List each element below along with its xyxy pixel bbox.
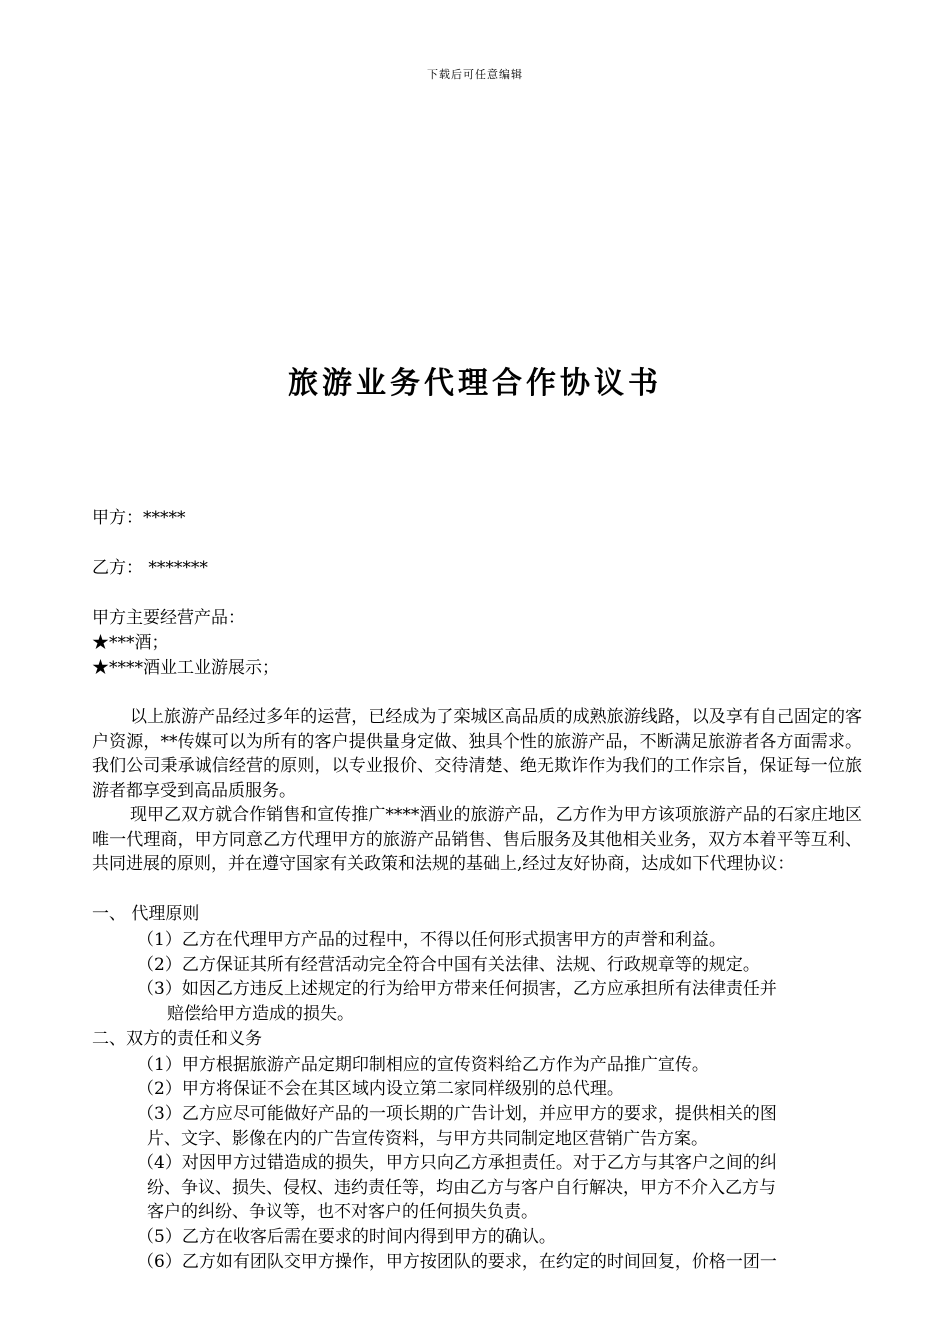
section-2-item-line: （4）对因甲方过错造成的损失，甲方只向乙方承担责任。对于乙方与其客户之间的纠 xyxy=(137,1153,777,1173)
section-1-item xyxy=(137,977,867,1026)
header-note: 下载后可任意编辑 xyxy=(427,68,523,81)
section-1-item-line: （3）如因乙方违反上述规定的行为给甲方带来任何损害，乙方应承担所有法律责任并 xyxy=(137,979,777,999)
party-a: 甲方：***** xyxy=(92,508,186,528)
section-2-heading: 二、双方的责任和义务 xyxy=(92,1029,262,1049)
section-1-item: （2）乙方保证其所有经营活动完全符合中国有关法律、法规、行政规章等的规定。 xyxy=(137,955,760,975)
section-2-item xyxy=(137,1151,867,1225)
intro-paragraph: 以上旅游产品经过多年的运营，已经成为了栾城区高品质的成熟旅游线路，以及享有自己固定的客户资源，**传媒可以为所有的客户提供量身定做、独具个性的旅游产品，不断满足旅游者各方面需求。我们公司秉承诚信经营的原则，以专业报价、交待清楚、绝无欺诈作为我们的工作宗旨，保证每一位旅游者都享受到高品质服务。 xyxy=(92,707,862,801)
product-item-1: ★***酒； xyxy=(92,633,169,653)
section-2-item: （2）甲方将保证不会在其区域内设立第二家同样级别的总代理。 xyxy=(137,1079,624,1099)
section-2-item-line: （3）乙方应尽可能做好产品的一项长期的广告计划，并应甲方的要求，提供相关的图 xyxy=(137,1104,777,1124)
party-b: 乙方： ******* xyxy=(92,558,208,578)
section-2-item-continuation: 片、文字、影像在内的广告宣传资料，与甲方共同制定地区营销广告方案。 xyxy=(147,1128,708,1149)
section-2-item xyxy=(137,1102,867,1151)
document-title: 旅游业务代理合作协议书 xyxy=(288,366,662,401)
product-item-2: ★****酒业工业游展示； xyxy=(92,658,279,678)
agreement-paragraph: 现甲乙双方就合作销售和宣传推广****酒业的旅游产品，乙方作为甲方该项旅游产品的石家庄地区唯一代理商，甲方同意乙方代理甲方的旅游产品销售、售后服务及其他相关业务，双方本着平等互利、共同进展的原则，并在遵守国家有关政策和法规的基础上,经过友好协商，达成如下代理协议： xyxy=(92,805,862,874)
section-2-item-continuation: 客户的纠纷、争议等，也不对客户的任何损失负责。 xyxy=(147,1202,538,1222)
section-2-item: （6）乙方如有团队交甲方操作，甲方按团队的要求，在约定的时间回复，价格一团一 xyxy=(137,1252,777,1272)
section-1-item: （1）乙方在代理甲方产品的过程中，不得以任何形式损害甲方的声誉和利益。 xyxy=(137,930,726,950)
products-heading: 甲方主要经营产品： xyxy=(92,608,245,628)
section-2-item-continuation: 纷、争议、损失、侵权、违约责任等，均由乙方与客户自行解决，甲方不介入乙方与 xyxy=(147,1177,776,1198)
section-1-item-continuation: 赔偿给甲方造成的损失。 xyxy=(167,1003,354,1024)
section-1-heading: 一、 代理原则 xyxy=(92,904,200,924)
section-2-item: （5）乙方在收客后需在要求的时间内得到甲方的确认。 xyxy=(137,1227,556,1247)
section-2-item: （1）甲方根据旅游产品定期印制相应的宣传资料给乙方作为产品推广宣传。 xyxy=(137,1055,709,1075)
